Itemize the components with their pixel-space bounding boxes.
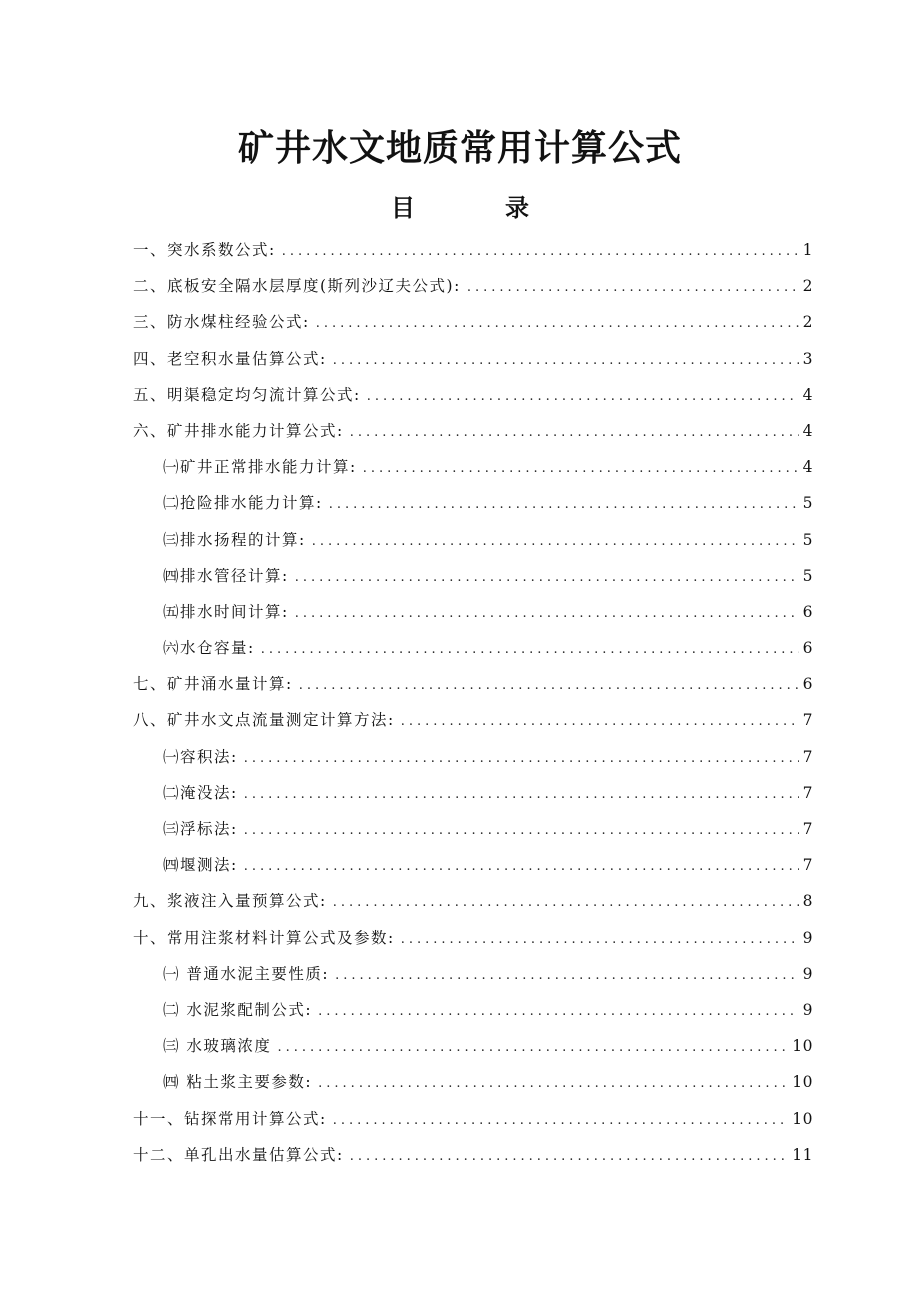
toc-entry[interactable] — [133, 1101, 813, 1137]
toc-entry-page: 7 — [802, 783, 813, 802]
toc-entry-page: 8 — [802, 892, 813, 911]
toc-entry-label: ㈡抢险排水能力计算: — [163, 494, 323, 513]
toc-entry-label: ㈤排水时间计算: — [163, 602, 289, 621]
toc-dot-leader — [333, 885, 799, 921]
toc-dot-leader — [312, 524, 799, 560]
toc-entry-label: 十、常用注浆材料计算公式及参数: — [133, 928, 395, 947]
toc-heading-right: 录 — [505, 193, 529, 222]
toc-entry-page: 5 — [802, 494, 813, 513]
toc-entry[interactable] — [133, 992, 813, 1028]
toc-entry-page: 2 — [802, 277, 813, 296]
toc-entry-label: 一、突水系数公式: — [133, 241, 276, 259]
toc-entry-label: ㈠矿井正常排水能力计算: — [163, 458, 357, 477]
toc-dot-leader — [350, 1139, 789, 1175]
toc-entry[interactable] — [133, 1137, 813, 1173]
toc-entry[interactable] — [133, 883, 813, 919]
toc-heading-left: 目 — [391, 193, 415, 222]
toc-entry-page: 6 — [802, 602, 813, 621]
toc-entry-page: 1 — [802, 241, 813, 259]
toc-dot-leader — [299, 668, 799, 704]
toc-dot-leader — [316, 306, 799, 342]
toc-entry[interactable] — [133, 775, 813, 811]
toc-entry-label: 六、矿井排水能力计算公式: — [133, 421, 344, 440]
toc-entry-label: 八、矿井水文点流量测定计算方法: — [133, 711, 395, 730]
toc-entry-page: 4 — [802, 385, 813, 404]
toc-entry-page: 7 — [802, 747, 813, 766]
toc-entry[interactable] — [133, 630, 813, 666]
toc-dot-leader — [295, 560, 799, 596]
toc-entry-page: 6 — [802, 675, 813, 694]
toc-entry[interactable] — [133, 847, 813, 883]
toc-entry-page: 10 — [792, 1037, 813, 1056]
toc-dot-leader — [329, 487, 799, 523]
toc-dot-leader — [401, 922, 799, 958]
toc-entry-page: 5 — [802, 530, 813, 549]
toc-entry-page: 10 — [792, 1109, 813, 1128]
toc-entry-label: ㈥水仓容量: — [163, 639, 255, 658]
toc-entry-label: ㈡淹没法: — [163, 783, 238, 802]
toc-entry-page: 10 — [792, 1073, 813, 1092]
toc-dot-leader — [261, 632, 799, 668]
toc-entry-label: 五、明渠稳定均匀流计算公式: — [133, 385, 361, 404]
toc-entry-page: 9 — [802, 928, 813, 947]
toc-entry-label: ㈡ 水泥浆配制公式: — [163, 1000, 313, 1019]
toc-entry-label: 十二、单孔出水量估算公式: — [133, 1145, 344, 1164]
toc-entry-label: 四、老空积水量估算公式: — [133, 349, 327, 368]
toc-entry[interactable] — [133, 304, 813, 340]
toc-dot-leader — [318, 1066, 788, 1102]
toc-dot-leader — [367, 379, 799, 415]
toc-entry[interactable] — [133, 449, 813, 485]
toc-entry[interactable] — [133, 594, 813, 630]
toc-entry-page: 9 — [802, 964, 813, 983]
toc-entry-label: ㈢ 水玻璃浓度 — [163, 1037, 272, 1056]
toc-entry-label: ㈢浮标法: — [163, 820, 238, 838]
toc-entry-label: ㈢排水扬程的计算: — [163, 530, 306, 549]
toc-entry-label: ㈣堰测法: — [163, 856, 238, 875]
toc-entry-page: 7 — [802, 820, 813, 838]
toc-entry-page: 4 — [802, 421, 813, 440]
toc-entry-page: 7 — [802, 856, 813, 875]
toc-dot-leader — [282, 234, 799, 270]
toc-entry[interactable] — [133, 1028, 813, 1064]
toc-entry[interactable] — [133, 739, 813, 775]
toc-entry-label: 九、浆液注入量预算公式: — [133, 892, 327, 911]
toc-entry[interactable] — [133, 522, 813, 558]
toc-entry-label: 十一、钻探常用计算公式: — [133, 1109, 327, 1128]
document-title: 矿井水文地质常用计算公式 — [237, 127, 682, 169]
toc-entry-label: ㈣排水管径计算: — [163, 566, 289, 585]
toc-dot-leader — [350, 415, 799, 451]
toc-entry-page: 5 — [802, 566, 813, 585]
toc-dot-leader — [363, 451, 799, 487]
toc-entry[interactable] — [133, 341, 813, 377]
toc-dot-leader — [401, 704, 799, 740]
toc-entry[interactable] — [133, 558, 813, 594]
toc-dot-leader — [295, 596, 799, 632]
toc-entry-label: ㈠ 普通水泥主要性质: — [163, 964, 330, 983]
toc-entry-page: 7 — [802, 711, 813, 730]
toc-dot-leader — [333, 343, 799, 379]
toc-entry-page: 9 — [802, 1000, 813, 1019]
toc-entry[interactable] — [133, 377, 813, 413]
toc-entry-page: 11 — [792, 1145, 813, 1164]
toc-entry-page: 4 — [802, 458, 813, 477]
toc-entry-page: 2 — [802, 313, 813, 332]
toc-entry-page: 3 — [802, 349, 813, 368]
toc-dot-leader — [318, 994, 798, 1030]
toc-entry[interactable] — [133, 666, 813, 702]
toc-dot-leader — [244, 813, 799, 849]
toc-entry-page: 6 — [802, 639, 813, 658]
toc-dot-leader — [467, 270, 799, 306]
toc-dot-leader — [335, 958, 798, 994]
toc-dot-leader — [244, 849, 799, 885]
toc-entry[interactable] — [133, 413, 813, 449]
table-of-contents — [133, 232, 813, 1173]
toc-dot-leader — [333, 1103, 789, 1139]
toc-entry[interactable] — [133, 702, 813, 738]
toc-entry[interactable] — [133, 956, 813, 992]
toc-entry[interactable] — [133, 485, 813, 521]
toc-entry-label: 二、底板安全隔水层厚度(斯列沙辽夫公式): — [133, 277, 461, 296]
toc-entry[interactable] — [133, 232, 813, 268]
toc-entry[interactable] — [133, 811, 813, 847]
toc-entry-label: ㈣ 粘土浆主要参数: — [163, 1073, 313, 1092]
toc-heading — [0, 190, 920, 226]
toc-dot-leader — [277, 1030, 788, 1066]
toc-entry-label: ㈠容积法: — [163, 747, 238, 766]
toc-dot-leader — [244, 741, 799, 777]
toc-entry[interactable] — [133, 268, 813, 304]
toc-dot-leader — [244, 777, 799, 813]
toc-entry-label: 七、矿井涌水量计算: — [133, 675, 293, 694]
toc-entry[interactable] — [133, 1064, 813, 1100]
toc-entry[interactable] — [133, 920, 813, 956]
toc-entry-label: 三、防水煤柱经验公式: — [133, 313, 310, 332]
